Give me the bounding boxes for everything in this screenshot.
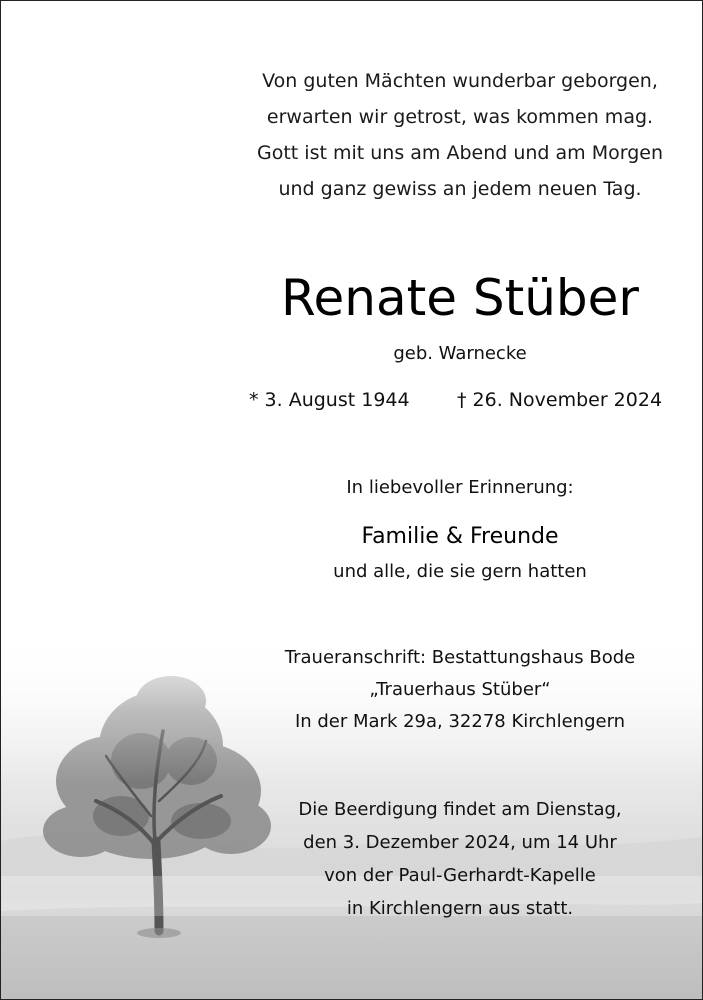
memory-intro: In liebevoller Erinnerung: <box>346 477 574 498</box>
mourning-address <box>229 642 691 738</box>
funeral-line: Die Beerdigung findet am Dienstag, <box>298 799 622 820</box>
mourners-sub: und alle, die sie gern hatten <box>333 561 587 582</box>
deceased-name: Renate Stüber <box>281 269 639 327</box>
mourners: Familie & Freunde <box>361 524 559 549</box>
born-name: geb. Warnecke <box>393 343 527 364</box>
funeral-line: in Kirchlengern aus statt. <box>346 898 574 919</box>
poem-line: Von guten Mächten wunderbar geborgen, <box>262 70 658 92</box>
birth-date: * 3. August 1944 <box>249 389 410 411</box>
address-line: Traueranschrift: Bestattungshaus Bode <box>284 647 636 668</box>
poem <box>229 63 691 207</box>
address-line: In der Mark 29a, 32278 Kirchlengern <box>294 711 626 732</box>
funeral-notice <box>229 793 691 925</box>
death-date: † 26. November 2024 <box>457 389 663 411</box>
address-line: „Trauerhaus Stüber“ <box>369 679 551 700</box>
funeral-line: von der Paul-Gerhardt-Kapelle <box>324 865 596 886</box>
poem-line: Gott ist mit uns am Abend und am Morgen <box>257 142 663 164</box>
funeral-line: den 3. Dezember 2024, um 14 Uhr <box>303 832 617 853</box>
poem-line: und ganz gewiss an jedem neuen Tag. <box>278 178 642 200</box>
poem-line: erwarten wir getrost, was kommen mag. <box>266 106 654 128</box>
